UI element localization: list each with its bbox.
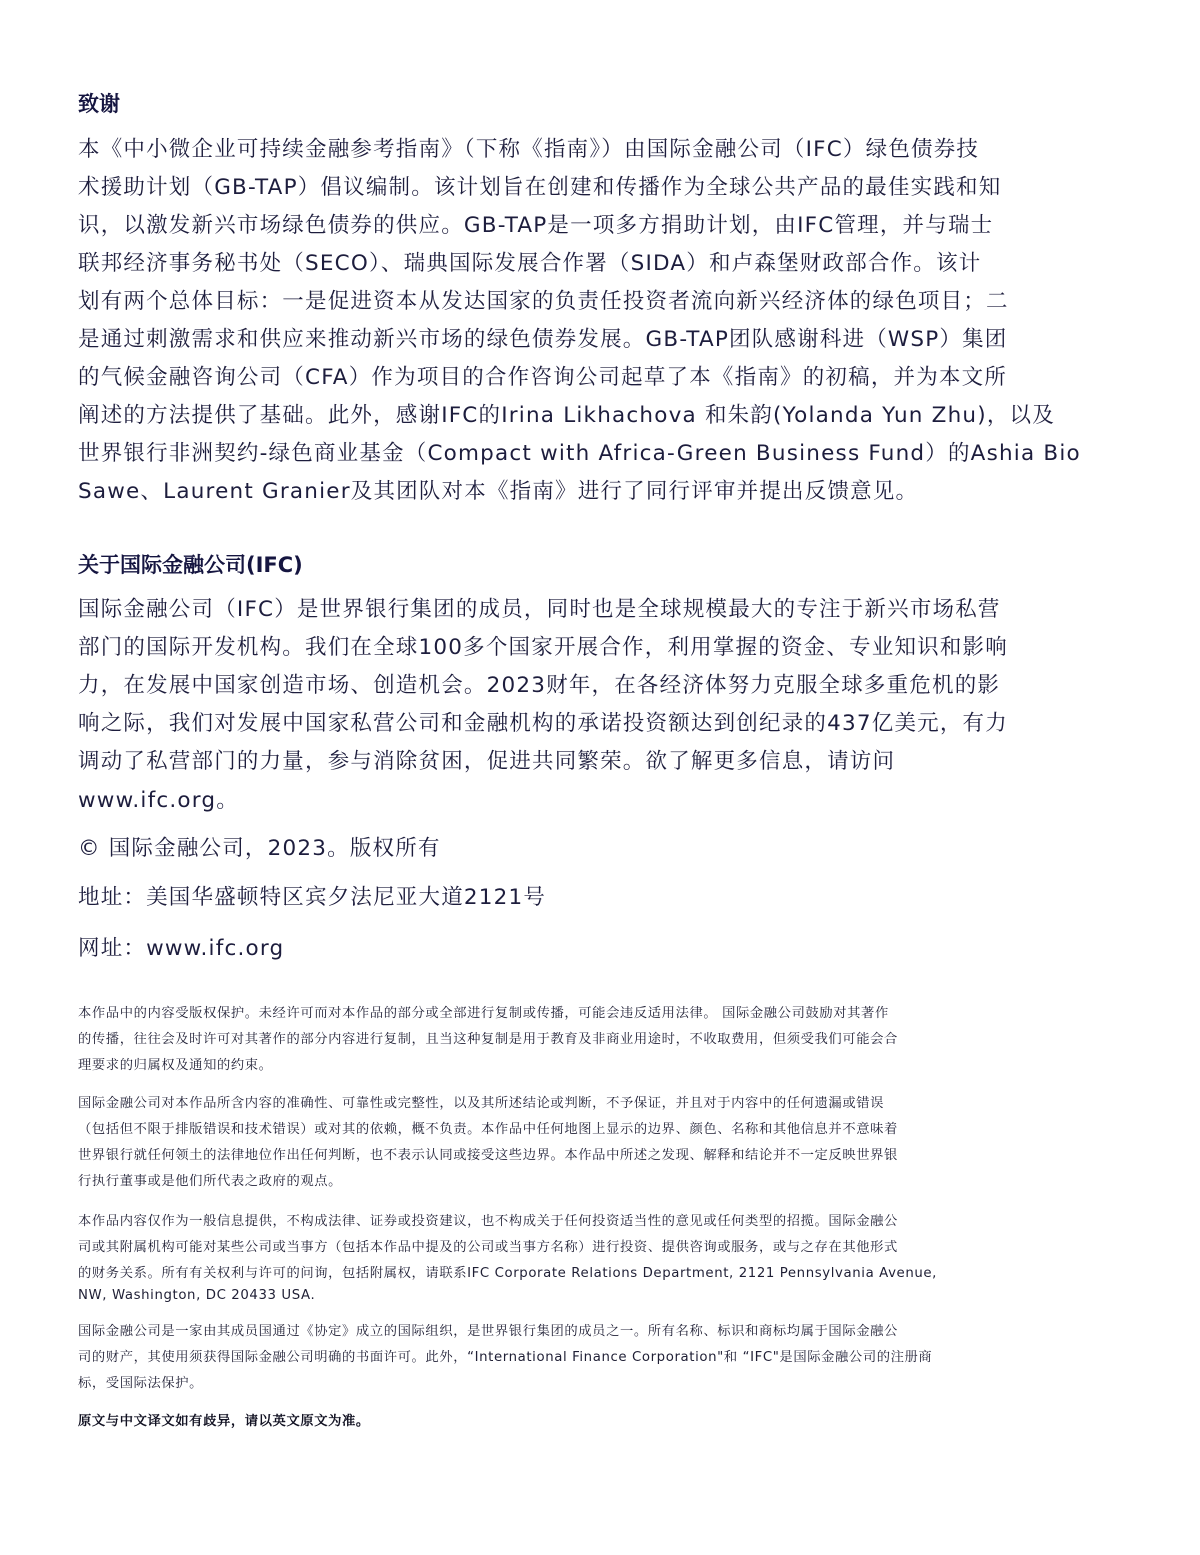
copyright-notice: © 国际金融公司，2023。版权所有 [78,836,441,861]
translation-disclaimer: 原文与中文译文如有歧异，请以英文原文为准。 [78,1414,370,1429]
text-line: 世界银行就任何领土的法律地位作出任何判断，也不表示认同或接受这些边界。本作品中所述之发现、解释和结论并不一定反映世界银 [78,1148,898,1163]
website-link-inline[interactable]: www.ifc.org。 [78,788,239,813]
text-line: 部门的国际开发机构。我们在全球100多个国家开展合作，利用掌握的资金、专业知识和影响 [78,635,1008,660]
text-line: 理要求的归属权及通知的约束。 [78,1058,273,1073]
website-link[interactable]: www.ifc.org [146,936,285,961]
text-line: 的传播，往往会及时许可对其著作的部分内容进行复制，且当这种复制是用于教育及非商业用途时，不收取费用，但须受我们可能会合 [78,1032,898,1047]
text-line: 本作品内容仅作为一般信息提供，不构成法律、证券或投资建议，也不构成关于任何投资适当性的意见或任何类型的招揽。国际金融公 [78,1214,898,1229]
text-line: 调动了私营部门的力量，参与消除贫困，促进共同繁荣。欲了解更多信息，请访问 [78,749,896,774]
text-line: 标，受国际法保护。 [78,1376,204,1391]
text-line: 术援助计划（GB-TAP）倡议编制。该计划旨在创建和传播作为全球公共产品的最佳实践和知 [78,175,1002,200]
text-line: （包括但不限于排版错误和技术错误）或对其的依赖，概不负责。本作品中任何地图上显示的边界、颜色、名称和其他信息并不意味着 [78,1122,898,1137]
text-line: 行执行董事或是他们所代表之政府的观点。 [78,1174,343,1189]
text-line: NW, Washington, DC 20433 USA. [78,1288,316,1303]
text-line: 国际金融公司对本作品所含内容的准确性、可靠性或完整性，以及其所述结论或判断，不予保证，并且对于内容中的任何遗漏或错误 [78,1096,885,1111]
acknowledgements-heading: 致谢 [78,92,120,116]
text-line: 是通过刺激需求和供应来推动新兴市场的绿色债券发展。GB-TAP团队感谢科进（WSP）集团 [78,327,1008,352]
website-label: 网址： [78,936,147,961]
website-row [78,930,284,968]
text-line: 的财务关系。所有有关权利与许可的问询，包括附属权，请联系IFC Corporate Relations Department, 2121 Pennsylvania Avenue, [78,1266,937,1281]
text-line: Sawe、Laurent Granier及其团队对本《指南》进行了同行评审并提出反馈意见。 [78,479,919,504]
text-line: 划有两个总体目标：一是促进资本从发达国家的负责任投资者流向新兴经济体的绿色项目；二 [78,289,1009,314]
text-line: 的气候金融咨询公司（CFA）作为项目的合作咨询公司起草了本《指南》的初稿，并为本文所 [78,365,1008,390]
text-line: 响之际，我们对发展中国家私营公司和金融机构的承诺投资额达到创纪录的437亿美元，有力 [78,711,1008,736]
text-line: 司的财产，其使用须获得国际金融公司明确的书面许可。此外，“International Finance Corporation"和 “IFC"是国际金融公司的注册商 [78,1350,933,1365]
text-line: 世界银行非洲契约-绿色商业基金（Compact with Africa-Green Business Fund）的Ashia Bio [78,441,1081,466]
text-line: 国际金融公司是一家由其成员国通过《协定》成立的国际组织，是世界银行集团的成员之一。所有名称、标识和商标均属于国际金融公 [78,1324,898,1339]
address: 地址：美国华盛顿特区宾夕法尼亚大道2121号 [78,885,547,910]
about-ifc-heading: 关于国际金融公司(IFC) [78,553,303,577]
text-line: 力，在发展中国家创造市场、创造机会。2023财年，在各经济体努力克服全球多重危机的影 [78,673,1001,698]
text-line: 司或其附属机构可能对某些公司或当事方（包括本作品中提及的公司或当事方名称）进行投资、提供咨询或服务，或与之存在其他形式 [78,1240,898,1255]
text-line: 本《中小微企业可持续金融参考指南》（下称《指南》）由国际金融公司（IFC）绿色债券技 [78,137,980,162]
text-line: 阐述的方法提供了基础。此外，感谢IFC的Irina Likhachova 和朱韵(Yolanda Yun Zhu)，以及 [78,403,1055,428]
text-line: 联邦经济事务秘书处（SECO）、瑞典国际发展合作署（SIDA）和卢森堡财政部合作。该计 [78,251,982,276]
text-line: 国际金融公司（IFC）是世界银行集团的成员，同时也是全球规模最大的专注于新兴市场私营 [78,597,1001,622]
text-line: 识，以激发新兴市场绿色债券的供应。GB-TAP是一项多方捐助计划，由IFC管理，并与瑞士 [78,213,994,238]
text-line: 本作品中的内容受版权保护。未经许可而对本作品的部分或全部进行复制或传播，可能会违反适用法律。 国际金融公司鼓励对其著作 [78,1006,889,1021]
